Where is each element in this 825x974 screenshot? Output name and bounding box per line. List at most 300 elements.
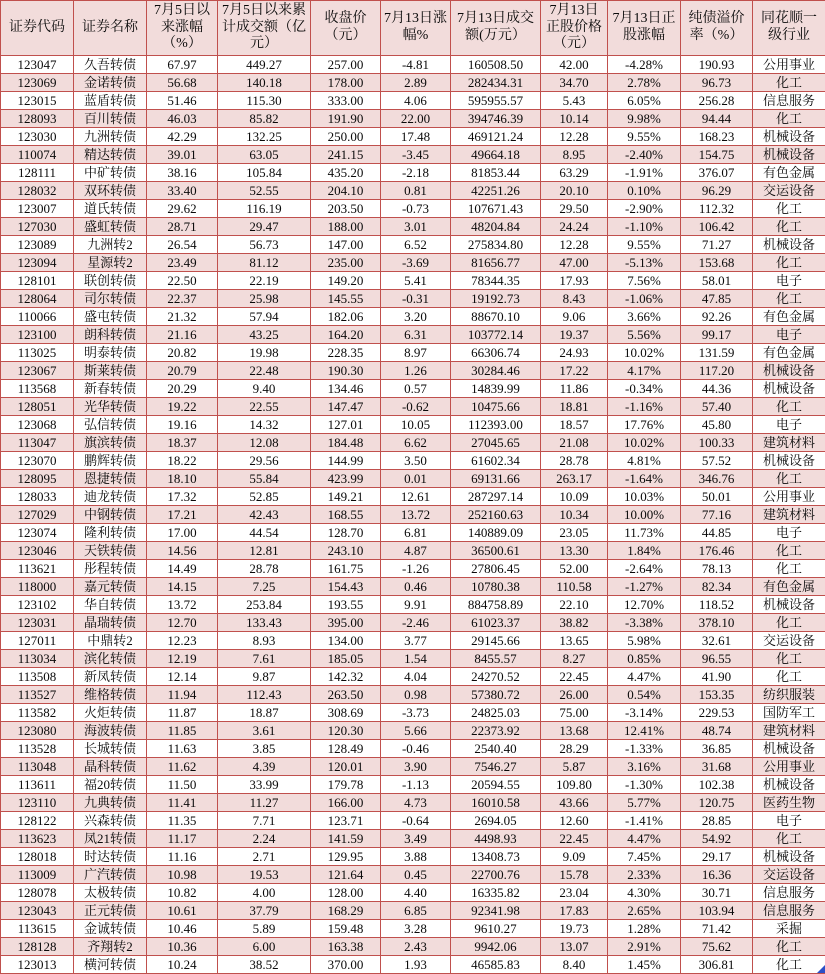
- table-cell[interactable]: 14.56: [147, 542, 218, 560]
- table-cell[interactable]: 63.05: [218, 146, 311, 164]
- table-cell[interactable]: 333.00: [311, 92, 381, 110]
- table-cell[interactable]: 252160.63: [451, 506, 541, 524]
- table-cell[interactable]: 9610.27: [451, 920, 541, 938]
- table-cell[interactable]: 时达转债: [74, 848, 147, 866]
- table-cell[interactable]: 12.41%: [608, 722, 681, 740]
- table-cell[interactable]: -0.62: [381, 398, 451, 416]
- table-cell[interactable]: 7.61: [218, 650, 311, 668]
- table-cell[interactable]: 机械设备: [753, 236, 825, 254]
- table-cell[interactable]: 256.28: [681, 92, 753, 110]
- table-cell[interactable]: 11.87: [147, 704, 218, 722]
- table-cell[interactable]: 弘信转债: [74, 416, 147, 434]
- table-cell[interactable]: 43.25: [218, 326, 311, 344]
- table-cell[interactable]: 123074: [1, 524, 74, 542]
- table-cell[interactable]: 有色金属: [753, 344, 825, 362]
- table-cell[interactable]: 282434.31: [451, 74, 541, 92]
- table-cell[interactable]: 96.73: [681, 74, 753, 92]
- table-cell[interactable]: 128101: [1, 272, 74, 290]
- table-cell[interactable]: 信息服务: [753, 884, 825, 902]
- table-cell[interactable]: 18.10: [147, 470, 218, 488]
- table-cell[interactable]: 18.22: [147, 452, 218, 470]
- table-cell[interactable]: 2.65%: [608, 902, 681, 920]
- table-cell[interactable]: 24825.03: [451, 704, 541, 722]
- table-cell[interactable]: 100.33: [681, 434, 753, 452]
- table-cell[interactable]: 113025: [1, 344, 74, 362]
- table-cell[interactable]: 287297.14: [451, 488, 541, 506]
- table-cell[interactable]: 交运设备: [753, 866, 825, 884]
- table-cell[interactable]: 22.45: [541, 830, 608, 848]
- table-cell[interactable]: 149.21: [311, 488, 381, 506]
- table-cell[interactable]: 9.87: [218, 668, 311, 686]
- table-cell[interactable]: 2.71: [218, 848, 311, 866]
- table-cell[interactable]: 141.59: [311, 830, 381, 848]
- table-cell[interactable]: 11.62: [147, 758, 218, 776]
- table-cell[interactable]: 19.53: [218, 866, 311, 884]
- table-cell[interactable]: 378.10: [681, 614, 753, 632]
- table-cell[interactable]: 161.75: [311, 560, 381, 578]
- table-cell[interactable]: 百川转债: [74, 110, 147, 128]
- table-cell[interactable]: 机械设备: [753, 128, 825, 146]
- table-cell[interactable]: 78.13: [681, 560, 753, 578]
- table-cell[interactable]: 5.89: [218, 920, 311, 938]
- table-cell[interactable]: 113527: [1, 686, 74, 704]
- column-header[interactable]: 同花顺一级行业: [753, 1, 825, 56]
- table-cell[interactable]: 123047: [1, 56, 74, 74]
- table-cell[interactable]: -1.33%: [608, 740, 681, 758]
- table-cell[interactable]: 113615: [1, 920, 74, 938]
- table-cell[interactable]: -1.91%: [608, 164, 681, 182]
- table-cell[interactable]: 11.27: [218, 794, 311, 812]
- table-cell[interactable]: 隆利转债: [74, 524, 147, 542]
- table-cell[interactable]: 1.26: [381, 362, 451, 380]
- table-cell[interactable]: 123043: [1, 902, 74, 920]
- table-cell[interactable]: 31.68: [681, 758, 753, 776]
- table-cell[interactable]: 3.49: [381, 830, 451, 848]
- table-cell[interactable]: 190.93: [681, 56, 753, 74]
- table-cell[interactable]: 22.19: [218, 272, 311, 290]
- table-cell[interactable]: 10.00%: [608, 506, 681, 524]
- table-cell[interactable]: 6.81: [381, 524, 451, 542]
- table-cell[interactable]: 185.05: [311, 650, 381, 668]
- table-cell[interactable]: 0.98: [381, 686, 451, 704]
- table-cell[interactable]: 123015: [1, 92, 74, 110]
- table-cell[interactable]: 11.73%: [608, 524, 681, 542]
- table-cell[interactable]: 盛屯转债: [74, 308, 147, 326]
- table-cell[interactable]: 20.10: [541, 182, 608, 200]
- table-cell[interactable]: 38.16: [147, 164, 218, 182]
- table-cell[interactable]: 127029: [1, 506, 74, 524]
- table-cell[interactable]: 24.93: [541, 344, 608, 362]
- table-cell[interactable]: 机械设备: [753, 380, 825, 398]
- table-cell[interactable]: 4.17%: [608, 362, 681, 380]
- table-cell[interactable]: 113623: [1, 830, 74, 848]
- column-header[interactable]: 证券名称: [74, 1, 147, 56]
- table-cell[interactable]: 595955.57: [451, 92, 541, 110]
- table-cell[interactable]: 嘉元转债: [74, 578, 147, 596]
- table-cell[interactable]: 20.29: [147, 380, 218, 398]
- table-cell[interactable]: 4.04: [381, 668, 451, 686]
- table-cell[interactable]: 联创转债: [74, 272, 147, 290]
- table-cell[interactable]: 123102: [1, 596, 74, 614]
- table-cell[interactable]: 41.90: [681, 668, 753, 686]
- table-cell[interactable]: 16335.82: [451, 884, 541, 902]
- table-cell[interactable]: 14.49: [147, 560, 218, 578]
- table-cell[interactable]: 55.84: [218, 470, 311, 488]
- table-cell[interactable]: 29145.66: [451, 632, 541, 650]
- table-cell[interactable]: -1.64%: [608, 470, 681, 488]
- table-cell[interactable]: 163.38: [311, 938, 381, 956]
- table-cell[interactable]: -0.34%: [608, 380, 681, 398]
- table-cell[interactable]: 109.80: [541, 776, 608, 794]
- table-cell[interactable]: 机械设备: [753, 362, 825, 380]
- table-cell[interactable]: 28.29: [541, 740, 608, 758]
- table-cell[interactable]: 斯莱转债: [74, 362, 147, 380]
- table-cell[interactable]: 57.40: [681, 398, 753, 416]
- table-cell[interactable]: 17.93: [541, 272, 608, 290]
- table-cell[interactable]: 43.66: [541, 794, 608, 812]
- table-cell[interactable]: 10.98: [147, 866, 218, 884]
- table-cell[interactable]: 12.81: [218, 542, 311, 560]
- table-cell[interactable]: 1.28%: [608, 920, 681, 938]
- table-cell[interactable]: 10.02%: [608, 434, 681, 452]
- table-cell[interactable]: 75.00: [541, 704, 608, 722]
- table-cell[interactable]: 8455.57: [451, 650, 541, 668]
- table-cell[interactable]: -2.18: [381, 164, 451, 182]
- table-cell[interactable]: 10.82: [147, 884, 218, 902]
- table-cell[interactable]: 188.00: [311, 218, 381, 236]
- table-cell[interactable]: 235.00: [311, 254, 381, 272]
- table-cell[interactable]: 133.43: [218, 614, 311, 632]
- table-cell[interactable]: 3.88: [381, 848, 451, 866]
- table-cell[interactable]: 14839.99: [451, 380, 541, 398]
- table-cell[interactable]: 凤21转债: [74, 830, 147, 848]
- table-cell[interactable]: 精达转债: [74, 146, 147, 164]
- column-header[interactable]: 7月13日正股涨幅: [608, 1, 681, 56]
- table-cell[interactable]: 福20转债: [74, 776, 147, 794]
- table-cell[interactable]: -1.10%: [608, 218, 681, 236]
- table-cell[interactable]: 化工: [753, 290, 825, 308]
- table-cell[interactable]: 化工: [753, 560, 825, 578]
- table-cell[interactable]: 化工: [753, 668, 825, 686]
- table-cell[interactable]: 168.23: [681, 128, 753, 146]
- table-cell[interactable]: 广汽转债: [74, 866, 147, 884]
- table-cell[interactable]: 8.97: [381, 344, 451, 362]
- table-cell[interactable]: 12.70: [147, 614, 218, 632]
- table-cell[interactable]: 34.70: [541, 74, 608, 92]
- table-cell[interactable]: 36500.61: [451, 542, 541, 560]
- table-cell[interactable]: 9942.06: [451, 938, 541, 956]
- table-cell[interactable]: 国防军工: [753, 704, 825, 722]
- table-cell[interactable]: 长城转债: [74, 740, 147, 758]
- table-cell[interactable]: 有色金属: [753, 164, 825, 182]
- table-cell[interactable]: 243.10: [311, 542, 381, 560]
- table-cell[interactable]: -4.81: [381, 56, 451, 74]
- table-cell[interactable]: 257.00: [311, 56, 381, 74]
- table-cell[interactable]: 39.01: [147, 146, 218, 164]
- table-cell[interactable]: 化工: [753, 74, 825, 92]
- table-cell[interactable]: 21.32: [147, 308, 218, 326]
- table-cell[interactable]: 82.34: [681, 578, 753, 596]
- table-cell[interactable]: 金诚转债: [74, 920, 147, 938]
- table-cell[interactable]: 3.90: [381, 758, 451, 776]
- table-cell[interactable]: 10.09: [541, 488, 608, 506]
- table-cell[interactable]: 57.52: [681, 452, 753, 470]
- table-cell[interactable]: 128095: [1, 470, 74, 488]
- table-cell[interactable]: 8.93: [218, 632, 311, 650]
- table-cell[interactable]: -1.41%: [608, 812, 681, 830]
- table-cell[interactable]: 154.75: [681, 146, 753, 164]
- table-cell[interactable]: 2.89: [381, 74, 451, 92]
- column-header[interactable]: 7月13日正股价格（元）: [541, 1, 608, 56]
- table-cell[interactable]: 127011: [1, 632, 74, 650]
- table-cell[interactable]: 23.49: [147, 254, 218, 272]
- table-cell[interactable]: 112.43: [218, 686, 311, 704]
- table-cell[interactable]: 中矿转债: [74, 164, 147, 182]
- table-cell[interactable]: 22.45: [541, 668, 608, 686]
- table-cell[interactable]: 20594.55: [451, 776, 541, 794]
- table-cell[interactable]: 423.99: [311, 470, 381, 488]
- table-cell[interactable]: 63.29: [541, 164, 608, 182]
- table-cell[interactable]: 13.72: [381, 506, 451, 524]
- table-cell[interactable]: 维格转债: [74, 686, 147, 704]
- table-cell[interactable]: 8.27: [541, 650, 608, 668]
- table-cell[interactable]: 147.00: [311, 236, 381, 254]
- table-cell[interactable]: -1.13: [381, 776, 451, 794]
- table-cell[interactable]: 71.42: [681, 920, 753, 938]
- table-cell[interactable]: 14.15: [147, 578, 218, 596]
- table-cell[interactable]: 28.71: [147, 218, 218, 236]
- table-cell[interactable]: 3.85: [218, 740, 311, 758]
- table-cell[interactable]: 1.93: [381, 956, 451, 974]
- table-cell[interactable]: 恩捷转债: [74, 470, 147, 488]
- table-cell[interactable]: 10.36: [147, 938, 218, 956]
- table-cell[interactable]: 24.24: [541, 218, 608, 236]
- table-cell[interactable]: 滨化转债: [74, 650, 147, 668]
- table-cell[interactable]: 6.05%: [608, 92, 681, 110]
- table-cell[interactable]: 电子: [753, 272, 825, 290]
- table-cell[interactable]: 22.50: [147, 272, 218, 290]
- table-cell[interactable]: 113582: [1, 704, 74, 722]
- table-cell[interactable]: 38.52: [218, 956, 311, 974]
- table-cell[interactable]: 32.61: [681, 632, 753, 650]
- table-cell[interactable]: 19.98: [218, 344, 311, 362]
- table-cell[interactable]: 144.99: [311, 452, 381, 470]
- table-cell[interactable]: 天铁转债: [74, 542, 147, 560]
- table-cell[interactable]: 182.06: [311, 308, 381, 326]
- table-cell[interactable]: 29.56: [218, 452, 311, 470]
- table-cell[interactable]: -1.30%: [608, 776, 681, 794]
- table-cell[interactable]: 11.50: [147, 776, 218, 794]
- table-cell[interactable]: 52.85: [218, 488, 311, 506]
- table-cell[interactable]: 128.70: [311, 524, 381, 542]
- table-cell[interactable]: 6.52: [381, 236, 451, 254]
- table-cell[interactable]: 4.73: [381, 794, 451, 812]
- table-cell[interactable]: 22.48: [218, 362, 311, 380]
- table-cell[interactable]: 3.66%: [608, 308, 681, 326]
- table-cell[interactable]: -2.90%: [608, 200, 681, 218]
- table-cell[interactable]: 120.01: [311, 758, 381, 776]
- table-cell[interactable]: 金诺转债: [74, 74, 147, 92]
- table-cell[interactable]: 123.71: [311, 812, 381, 830]
- table-cell[interactable]: 中鼎转2: [74, 632, 147, 650]
- table-cell[interactable]: 化工: [753, 254, 825, 272]
- table-cell[interactable]: 191.90: [311, 110, 381, 128]
- table-cell[interactable]: 2540.40: [451, 740, 541, 758]
- table-cell[interactable]: 123070: [1, 452, 74, 470]
- table-cell[interactable]: 12.28: [541, 128, 608, 146]
- table-cell[interactable]: 153.68: [681, 254, 753, 272]
- table-cell[interactable]: 7.71: [218, 812, 311, 830]
- table-cell[interactable]: 正元转债: [74, 902, 147, 920]
- table-cell[interactable]: 123067: [1, 362, 74, 380]
- table-cell[interactable]: 123094: [1, 254, 74, 272]
- table-cell[interactable]: 103772.14: [451, 326, 541, 344]
- table-cell[interactable]: 机械设备: [753, 452, 825, 470]
- table-cell[interactable]: 晶瑞转债: [74, 614, 147, 632]
- table-cell[interactable]: 6.00: [218, 938, 311, 956]
- table-cell[interactable]: 123013: [1, 956, 74, 974]
- table-cell[interactable]: 127030: [1, 218, 74, 236]
- table-cell[interactable]: 58.01: [681, 272, 753, 290]
- table-cell[interactable]: 61602.34: [451, 452, 541, 470]
- table-cell[interactable]: 81853.44: [451, 164, 541, 182]
- table-cell[interactable]: 12.23: [147, 632, 218, 650]
- table-cell[interactable]: 11.63: [147, 740, 218, 758]
- table-cell[interactable]: 118000: [1, 578, 74, 596]
- table-cell[interactable]: 3.77: [381, 632, 451, 650]
- table-cell[interactable]: 公用事业: [753, 56, 825, 74]
- table-cell[interactable]: 12.19: [147, 650, 218, 668]
- table-cell[interactable]: 140889.09: [451, 524, 541, 542]
- table-cell[interactable]: 132.25: [218, 128, 311, 146]
- table-cell[interactable]: 4.00: [218, 884, 311, 902]
- table-cell[interactable]: 27806.45: [451, 560, 541, 578]
- table-cell[interactable]: 化工: [753, 470, 825, 488]
- table-cell[interactable]: 道氏转债: [74, 200, 147, 218]
- table-cell[interactable]: 66306.74: [451, 344, 541, 362]
- table-cell[interactable]: 29.47: [218, 218, 311, 236]
- table-cell[interactable]: -1.06%: [608, 290, 681, 308]
- table-cell[interactable]: -2.46: [381, 614, 451, 632]
- table-cell[interactable]: 17.48: [381, 128, 451, 146]
- table-cell[interactable]: 旗滨转债: [74, 434, 147, 452]
- table-cell[interactable]: 308.69: [311, 704, 381, 722]
- table-cell[interactable]: -0.46: [381, 740, 451, 758]
- table-cell[interactable]: 0.54%: [608, 686, 681, 704]
- table-cell[interactable]: 7.56%: [608, 272, 681, 290]
- table-cell[interactable]: 齐翔转2: [74, 938, 147, 956]
- table-cell[interactable]: 电子: [753, 812, 825, 830]
- table-cell[interactable]: 9.55%: [608, 128, 681, 146]
- table-cell[interactable]: 128122: [1, 812, 74, 830]
- table-cell[interactable]: 128078: [1, 884, 74, 902]
- table-cell[interactable]: 45.80: [681, 416, 753, 434]
- table-cell[interactable]: 5.43: [541, 92, 608, 110]
- table-cell[interactable]: 140.18: [218, 74, 311, 92]
- table-cell[interactable]: 4.40: [381, 884, 451, 902]
- table-cell[interactable]: 13.72: [147, 596, 218, 614]
- table-cell[interactable]: 双环转债: [74, 182, 147, 200]
- table-cell[interactable]: 395.00: [311, 614, 381, 632]
- table-cell[interactable]: 229.53: [681, 704, 753, 722]
- table-cell[interactable]: 22.37: [147, 290, 218, 308]
- table-cell[interactable]: 49664.18: [451, 146, 541, 164]
- table-cell[interactable]: 56.68: [147, 74, 218, 92]
- table-cell[interactable]: 8.40: [541, 956, 608, 974]
- table-cell[interactable]: 44.85: [681, 524, 753, 542]
- table-cell[interactable]: 16010.58: [451, 794, 541, 812]
- table-cell[interactable]: 128128: [1, 938, 74, 956]
- table-cell[interactable]: 115.30: [218, 92, 311, 110]
- table-cell[interactable]: 204.10: [311, 182, 381, 200]
- table-cell[interactable]: 机械设备: [753, 146, 825, 164]
- table-cell[interactable]: 123030: [1, 128, 74, 146]
- table-cell[interactable]: 10780.38: [451, 578, 541, 596]
- table-cell[interactable]: 128032: [1, 182, 74, 200]
- table-cell[interactable]: -3.69: [381, 254, 451, 272]
- table-cell[interactable]: 7546.27: [451, 758, 541, 776]
- table-cell[interactable]: 2.24: [218, 830, 311, 848]
- table-cell[interactable]: -2.64%: [608, 560, 681, 578]
- table-cell[interactable]: 128111: [1, 164, 74, 182]
- table-cell[interactable]: 30284.46: [451, 362, 541, 380]
- table-cell[interactable]: 57.94: [218, 308, 311, 326]
- table-cell[interactable]: 117.20: [681, 362, 753, 380]
- table-cell[interactable]: -3.38%: [608, 614, 681, 632]
- table-cell[interactable]: 71.27: [681, 236, 753, 254]
- table-cell[interactable]: 134.46: [311, 380, 381, 398]
- table-cell[interactable]: 2.91%: [608, 938, 681, 956]
- table-cell[interactable]: 11.94: [147, 686, 218, 704]
- table-cell[interactable]: 56.73: [218, 236, 311, 254]
- table-cell[interactable]: 4.87: [381, 542, 451, 560]
- table-cell[interactable]: 21.16: [147, 326, 218, 344]
- table-cell[interactable]: 46585.83: [451, 956, 541, 974]
- table-cell[interactable]: 9.91: [381, 596, 451, 614]
- table-cell[interactable]: 123046: [1, 542, 74, 560]
- table-cell[interactable]: -3.73: [381, 704, 451, 722]
- table-cell[interactable]: 久吾转债: [74, 56, 147, 74]
- table-cell[interactable]: 33.99: [218, 776, 311, 794]
- table-cell[interactable]: 4.06: [381, 92, 451, 110]
- table-cell[interactable]: 星源转2: [74, 254, 147, 272]
- table-cell[interactable]: 22700.76: [451, 866, 541, 884]
- table-cell[interactable]: 3.28: [381, 920, 451, 938]
- table-cell[interactable]: -1.26: [381, 560, 451, 578]
- table-cell[interactable]: 8.95: [541, 146, 608, 164]
- table-cell[interactable]: 123110: [1, 794, 74, 812]
- table-cell[interactable]: 128033: [1, 488, 74, 506]
- table-cell[interactable]: 113528: [1, 740, 74, 758]
- table-cell[interactable]: 4.47%: [608, 830, 681, 848]
- table-cell[interactable]: 376.07: [681, 164, 753, 182]
- table-cell[interactable]: 9.40: [218, 380, 311, 398]
- table-cell[interactable]: 47.85: [681, 290, 753, 308]
- table-cell[interactable]: 横河转债: [74, 956, 147, 974]
- table-cell[interactable]: 128.00: [311, 884, 381, 902]
- table-cell[interactable]: 晶科转债: [74, 758, 147, 776]
- table-cell[interactable]: 21.08: [541, 434, 608, 452]
- table-cell[interactable]: 6.31: [381, 326, 451, 344]
- table-cell[interactable]: 30.71: [681, 884, 753, 902]
- table-cell[interactable]: 263.17: [541, 470, 608, 488]
- table-cell[interactable]: 51.46: [147, 92, 218, 110]
- table-cell[interactable]: 25.98: [218, 290, 311, 308]
- table-cell[interactable]: 193.55: [311, 596, 381, 614]
- table-cell[interactable]: 火炬转债: [74, 704, 147, 722]
- table-cell[interactable]: 8.43: [541, 290, 608, 308]
- table-cell[interactable]: 明泰转债: [74, 344, 147, 362]
